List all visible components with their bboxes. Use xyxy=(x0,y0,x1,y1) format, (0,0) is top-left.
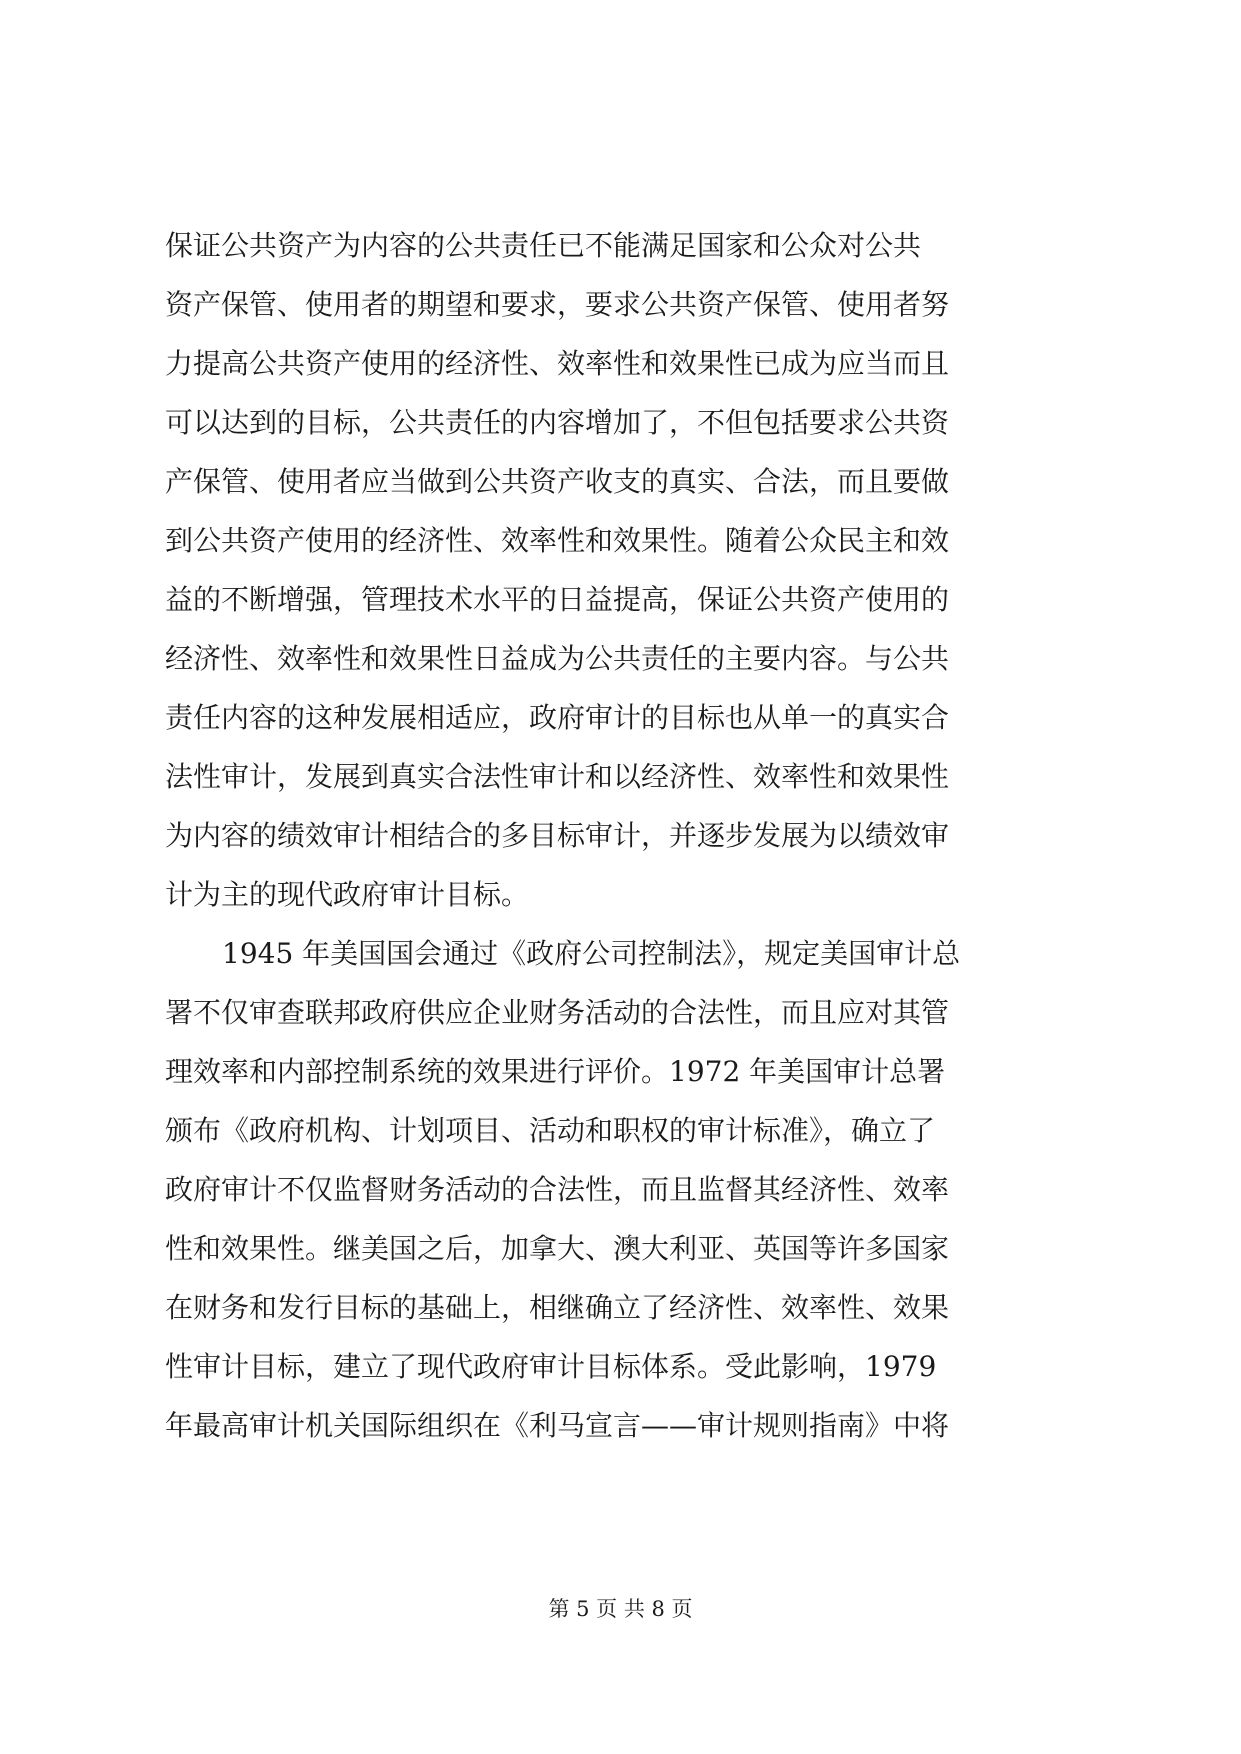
text-line: 署不仅审查联邦政府供应企业财务活动的合法性，而且应对其管 xyxy=(165,996,950,1029)
text-line: 在财务和发行目标的基础上，相继确立了经济性、效率性、效果 xyxy=(165,1291,950,1324)
text-line: 性审计目标，建立了现代政府审计目标体系。受此影响，1979 xyxy=(165,1350,937,1383)
text-line: 政府审计不仅监督财务活动的合法性，而且监督其经济性、效率 xyxy=(165,1173,950,1206)
text-line: 颁布《政府机构、计划项目、活动和职权的审计标准》，确立了 xyxy=(165,1114,936,1147)
text-line: 计为主的现代政府审计目标。 xyxy=(165,878,530,911)
text-line: 可以达到的目标，公共责任的内容增加了，不但包括要求公共资 xyxy=(165,406,950,439)
paragraph-first-line: 1945 年美国国会通过《政府公司控制法》，规定美国审计总 xyxy=(222,937,961,970)
text-line: 为内容的绩效审计相结合的多目标审计，并逐步发展为以绩效审 xyxy=(165,819,950,852)
text-line: 产保管、使用者应当做到公共资产收支的真实、合法，而且要做 xyxy=(165,465,950,498)
text-line: 益的不断增强，管理技术水平的日益提高，保证公共资产使用的 xyxy=(165,583,950,616)
text-line: 力提高公共资产使用的经济性、效率性和效果性已成为应当而且 xyxy=(165,347,950,380)
text-line: 性和效果性。继美国之后，加拿大、澳大利亚、英国等许多国家 xyxy=(165,1232,950,1265)
text-line: 保证公共资产为内容的公共责任已不能满足国家和公众对公共 xyxy=(165,229,922,262)
text-line: 资产保管、使用者的期望和要求，要求公共资产保管、使用者努 xyxy=(165,288,950,321)
text-line: 经济性、效率性和效果性日益成为公共责任的主要内容。与公共 xyxy=(165,642,950,675)
text-line: 到公共资产使用的经济性、效率性和效果性。随着公众民主和效 xyxy=(165,524,950,557)
text-line: 年最高审计机关国际组织在《利马宣言——审计规则指南》中将 xyxy=(165,1409,950,1442)
page-number-footer: 第 5 页 共 8 页 xyxy=(548,1597,693,1621)
text-line: 理效率和内部控制系统的效果进行评价。1972 年美国审计总署 xyxy=(165,1055,946,1088)
text-line: 责任内容的这种发展相适应，政府审计的目标也从单一的真实合 xyxy=(165,701,950,734)
text-line: 法性审计，发展到真实合法性审计和以经济性、效率性和效果性 xyxy=(165,760,950,793)
